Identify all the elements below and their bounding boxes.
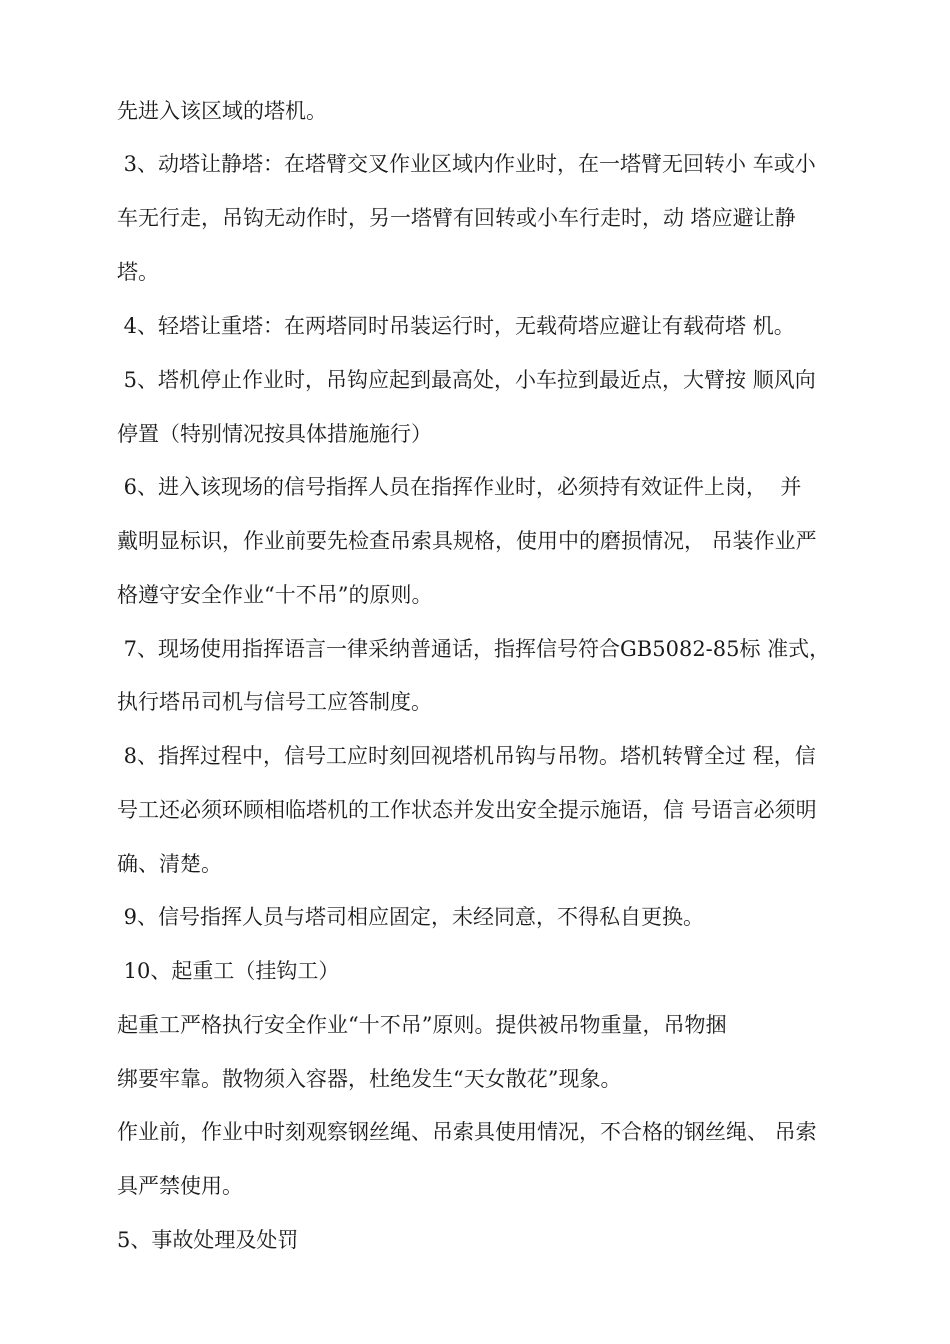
text-line: 3、动塔让静塔：在塔臂交叉作业区域内作业时，在一塔臂无回转小 车或小	[117, 152, 816, 176]
section-heading: 10、起重工（挂钩工）	[117, 959, 340, 983]
text-line: 7、现场使用指挥语言一律采纳普通话，指挥信号符合GB5082-85标 准式，	[117, 637, 831, 661]
text-line: 绑要牢靠。散物须入容器，杜绝发生“天女散花”现象。	[117, 1067, 622, 1091]
section-heading: 5、事故处理及处罚	[117, 1228, 299, 1252]
text-line: 停置（特别情况按具体措施施行）	[117, 422, 432, 446]
text-line: 车无行走，吊钩无动作时，另一塔臂有回转或小车行走时，动 塔应避让静	[117, 206, 796, 230]
text-line: 格遵守安全作业“十不吊”的原则。	[117, 583, 433, 607]
text-line: 具严禁使用。	[117, 1174, 243, 1198]
text-line: 6、进入该现场的信号指挥人员在指挥作业时，必须持有效证件上岗， 并	[117, 475, 802, 499]
text-line: 5、塔机停止作业时，吊钩应起到最高处，小车拉到最近点，大臂按 顺风向	[117, 368, 816, 392]
text-line: 塔。	[117, 260, 159, 284]
text-line: 戴明显标识，作业前要先检查吊索具规格，使用中的磨损情况， 吊装作业严	[117, 529, 817, 553]
text-line: 作业前，作业中时刻观察钢丝绳、吊索具使用情况，不合格的钢丝绳、 吊索	[117, 1120, 817, 1144]
text-line: 8、指挥过程中，信号工应时刻回视塔机吊钩与吊物。塔机转臂全过 程，信	[117, 744, 816, 768]
text-line: 确、清楚。	[117, 852, 222, 876]
text-line: 执行塔吊司机与信号工应答制度。	[117, 690, 432, 714]
text-line: 号工还必须环顾相临塔机的工作状态并发出安全提示施语，信 号语言必须明	[117, 798, 817, 822]
text-line: 先进入该区域的塔机。	[117, 99, 327, 123]
text-line: 起重工严格执行安全作业“十不吊”原则。提供被吊物重量，吊物捆	[117, 1013, 727, 1037]
text-line: 9、信号指挥人员与塔司相应固定，未经同意，不得私自更换。	[117, 905, 705, 929]
text-line: 4、轻塔让重塔：在两塔同时吊装运行时，无载荷塔应避让有载荷塔 机。	[117, 314, 795, 338]
